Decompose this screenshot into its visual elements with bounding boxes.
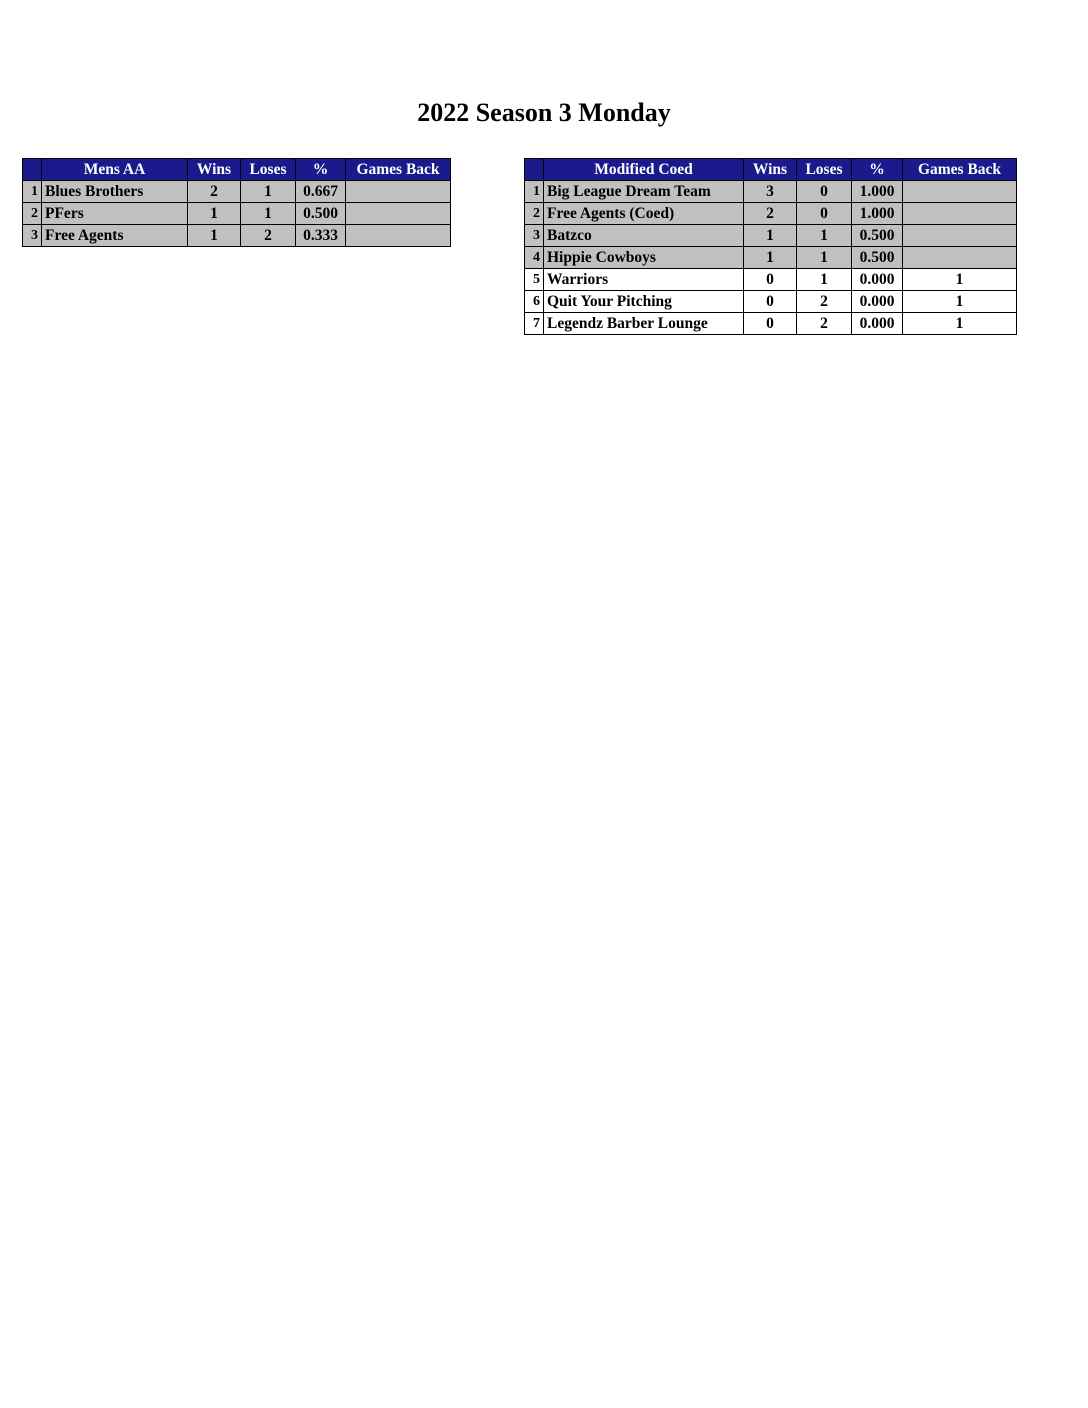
cell-team: Hippie Cowboys (544, 247, 744, 269)
page-title: 2022 Season 3 Monday (417, 98, 671, 127)
column-header-loses: Loses (797, 159, 852, 181)
cell-team: Quit Your Pitching (544, 291, 744, 313)
table-row (525, 247, 1017, 269)
cell-pct: 0.000 (852, 291, 903, 313)
table-row (525, 181, 1017, 203)
cell-rank: 5 (525, 269, 544, 291)
cell-wins: 1 (744, 247, 797, 269)
cell-loses: 1 (797, 247, 852, 269)
table-header-row (525, 159, 1017, 181)
table-row (23, 225, 451, 247)
cell-team: Blues Brothers (42, 181, 188, 203)
cell-rank: 6 (525, 291, 544, 313)
cell-rank: 4 (525, 247, 544, 269)
column-header-wins: Wins (744, 159, 797, 181)
cell-team: Legendz Barber Lounge (544, 313, 744, 335)
cell-rank: 2 (525, 203, 544, 225)
cell-pct: 0.667 (296, 181, 346, 203)
cell-wins: 0 (744, 291, 797, 313)
cell-rank: 1 (525, 181, 544, 203)
cell-team: Warriors (544, 269, 744, 291)
cell-games-back (346, 203, 451, 225)
table-row (525, 291, 1017, 313)
cell-pct: 0.500 (296, 203, 346, 225)
cell-loses: 1 (241, 203, 296, 225)
cell-games-back: 1 (903, 291, 1017, 313)
cell-loses: 1 (797, 225, 852, 247)
column-header-rank (525, 159, 544, 181)
table-row (525, 203, 1017, 225)
cell-loses: 2 (797, 313, 852, 335)
cell-team: Free Agents (Coed) (544, 203, 744, 225)
cell-wins: 0 (744, 269, 797, 291)
cell-pct: 0.333 (296, 225, 346, 247)
cell-wins: 2 (744, 203, 797, 225)
cell-pct: 0.500 (852, 225, 903, 247)
cell-loses: 2 (241, 225, 296, 247)
cell-wins: 1 (188, 203, 241, 225)
cell-pct: 1.000 (852, 203, 903, 225)
table-row (525, 269, 1017, 291)
cell-wins: 1 (188, 225, 241, 247)
cell-rank: 3 (23, 225, 42, 247)
column-header-games-back: Games Back (346, 159, 451, 181)
column-header-wins: Wins (188, 159, 241, 181)
cell-pct: 0.000 (852, 269, 903, 291)
cell-wins: 0 (744, 313, 797, 335)
column-header-division: Modified Coed (544, 159, 744, 181)
table-row (23, 203, 451, 225)
standings-table-modified-coed (524, 158, 1017, 335)
cell-games-back (903, 181, 1017, 203)
cell-loses: 2 (797, 291, 852, 313)
cell-wins: 3 (744, 181, 797, 203)
column-header-division: Mens AA (42, 159, 188, 181)
standings-table-mens-aa (22, 158, 451, 247)
cell-rank: 3 (525, 225, 544, 247)
column-header-rank (23, 159, 42, 181)
cell-games-back (346, 181, 451, 203)
cell-pct: 0.500 (852, 247, 903, 269)
cell-games-back (903, 203, 1017, 225)
cell-pct: 0.000 (852, 313, 903, 335)
cell-team: Batzco (544, 225, 744, 247)
table-row (525, 225, 1017, 247)
cell-team: Big League Dream Team (544, 181, 744, 203)
cell-wins: 2 (188, 181, 241, 203)
cell-rank: 7 (525, 313, 544, 335)
column-header-loses: Loses (241, 159, 296, 181)
table-row (525, 313, 1017, 335)
column-header-pct: % (852, 159, 903, 181)
cell-games-back (903, 225, 1017, 247)
cell-team: Free Agents (42, 225, 188, 247)
cell-games-back (346, 225, 451, 247)
cell-loses: 1 (241, 181, 296, 203)
table-row (23, 181, 451, 203)
cell-games-back (903, 247, 1017, 269)
cell-rank: 2 (23, 203, 42, 225)
cell-pct: 1.000 (852, 181, 903, 203)
column-header-pct: % (296, 159, 346, 181)
table-header-row (23, 159, 451, 181)
cell-loses: 0 (797, 203, 852, 225)
cell-games-back: 1 (903, 313, 1017, 335)
cell-loses: 1 (797, 269, 852, 291)
cell-team: PFers (42, 203, 188, 225)
cell-games-back: 1 (903, 269, 1017, 291)
cell-rank: 1 (23, 181, 42, 203)
column-header-games-back: Games Back (903, 159, 1017, 181)
cell-wins: 1 (744, 225, 797, 247)
cell-loses: 0 (797, 181, 852, 203)
